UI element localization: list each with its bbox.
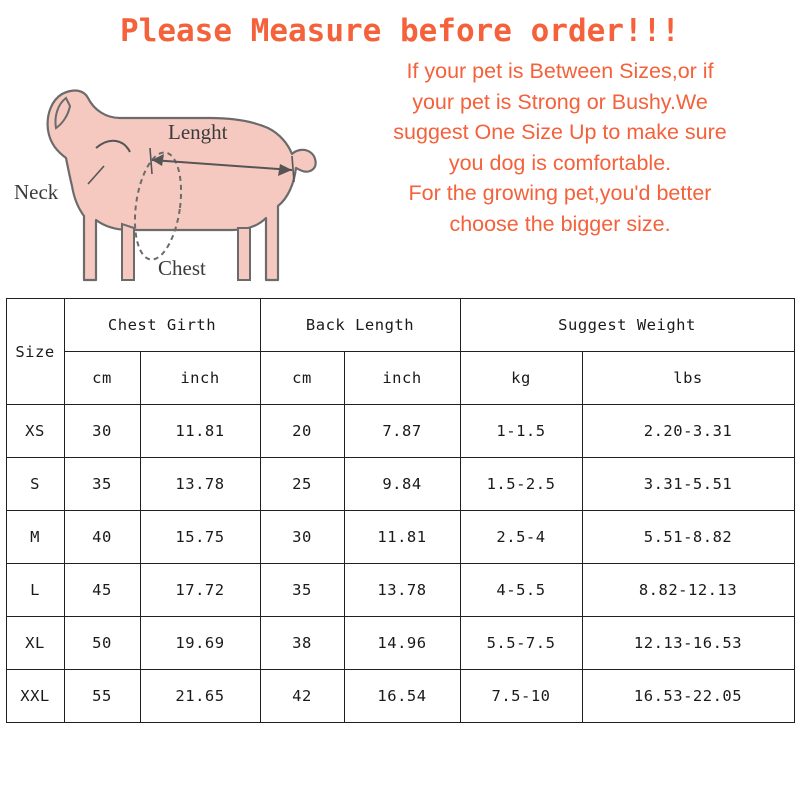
cell-back-cm: 38 [260, 617, 344, 670]
table-row [6, 511, 794, 564]
cell-size: XXL [6, 670, 64, 723]
header-suggest-weight: Suggest Weight [460, 299, 794, 352]
cell-chest-cm: 40 [64, 511, 140, 564]
table-unit-header-row [6, 352, 794, 405]
cell-weight-kg: 4-5.5 [460, 564, 582, 617]
cell-chest-cm: 45 [64, 564, 140, 617]
cell-back-inch: 16.54 [344, 670, 460, 723]
cell-back-inch: 7.87 [344, 405, 460, 458]
table-row [6, 405, 794, 458]
table-row [6, 564, 794, 617]
cell-chest-inch: 21.65 [140, 670, 260, 723]
header-weight-lbs: lbs [582, 352, 794, 405]
cell-chest-cm: 55 [64, 670, 140, 723]
cell-chest-inch: 13.78 [140, 458, 260, 511]
cell-weight-kg: 7.5-10 [460, 670, 582, 723]
cell-chest-cm: 30 [64, 405, 140, 458]
table-row [6, 670, 794, 723]
cell-chest-cm: 35 [64, 458, 140, 511]
cell-back-cm: 25 [260, 458, 344, 511]
table-row [6, 458, 794, 511]
cell-weight-lbs: 5.51-8.82 [582, 511, 794, 564]
cell-size: XL [6, 617, 64, 670]
cell-back-cm: 20 [260, 405, 344, 458]
cell-weight-kg: 1.5-2.5 [460, 458, 582, 511]
page-title: Please Measure before order!!! [120, 13, 680, 49]
note-line: choose the bigger size. [449, 211, 671, 236]
header-chest-girth: Chest Girth [64, 299, 260, 352]
cell-chest-inch: 15.75 [140, 511, 260, 564]
cell-chest-inch: 17.72 [140, 564, 260, 617]
table-row [6, 617, 794, 670]
cell-weight-kg: 1-1.5 [460, 405, 582, 458]
header-size: Size [6, 299, 64, 405]
label-neck: Neck [14, 180, 59, 205]
header-back-inch: inch [344, 352, 460, 405]
cell-back-cm: 30 [260, 511, 344, 564]
advice-note [330, 48, 800, 298]
size-table [6, 298, 795, 723]
header-chest-cm: cm [64, 352, 140, 405]
note-line: you dog is comfortable. [448, 150, 672, 175]
cell-back-inch: 11.81 [344, 511, 460, 564]
cell-size: XS [6, 405, 64, 458]
cell-weight-lbs: 3.31-5.51 [582, 458, 794, 511]
table-group-header-row [6, 299, 794, 352]
cell-chest-inch: 11.81 [140, 405, 260, 458]
note-line: suggest One Size Up to make sure [393, 120, 727, 145]
top-section [0, 48, 800, 298]
header-weight-kg: kg [460, 352, 582, 405]
cell-weight-lbs: 2.20-3.31 [582, 405, 794, 458]
header-back-length: Back Length [260, 299, 460, 352]
header-back-cm: cm [260, 352, 344, 405]
cell-weight-kg: 2.5-4 [460, 511, 582, 564]
cell-back-inch: 14.96 [344, 617, 460, 670]
cell-back-cm: 42 [260, 670, 344, 723]
note-line: your pet is Strong or Bushy.We [412, 89, 708, 114]
label-length: Lenght [168, 120, 228, 145]
cell-weight-kg: 5.5-7.5 [460, 617, 582, 670]
note-line: If your pet is Between Sizes,or if [406, 59, 714, 84]
cell-chest-inch: 19.69 [140, 617, 260, 670]
cell-back-cm: 35 [260, 564, 344, 617]
cell-back-inch: 9.84 [344, 458, 460, 511]
note-line: For the growing pet,you'd better [408, 181, 712, 206]
cell-chest-cm: 50 [64, 617, 140, 670]
cell-size: M [6, 511, 64, 564]
cell-size: S [6, 458, 64, 511]
cell-weight-lbs: 12.13-16.53 [582, 617, 794, 670]
cell-weight-lbs: 8.82-12.13 [582, 564, 794, 617]
cell-size: L [6, 564, 64, 617]
dog-diagram [0, 48, 330, 298]
label-chest: Chest [158, 256, 206, 281]
header-chest-inch: inch [140, 352, 260, 405]
cell-back-inch: 13.78 [344, 564, 460, 617]
cell-weight-lbs: 16.53-22.05 [582, 670, 794, 723]
